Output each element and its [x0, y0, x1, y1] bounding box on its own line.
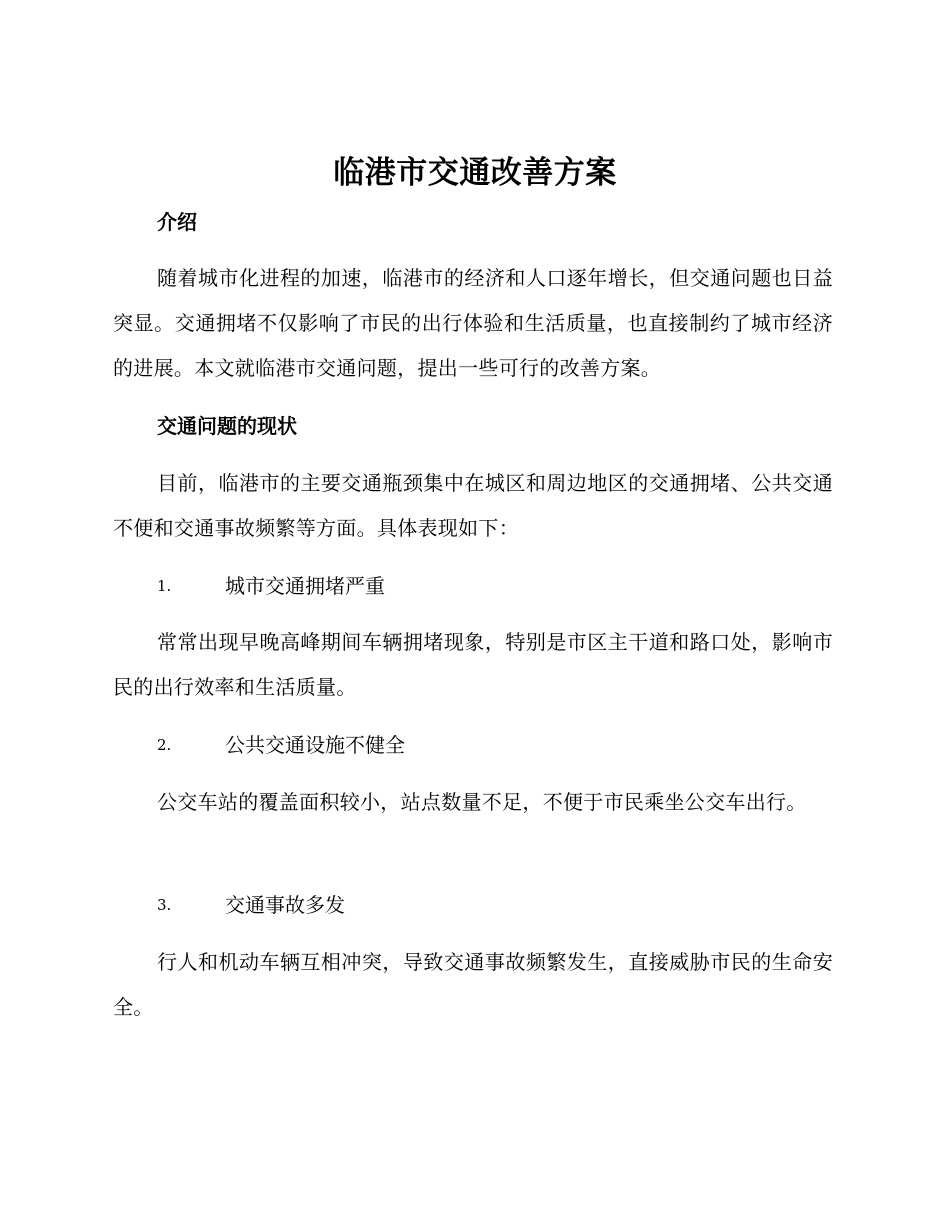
list-number: 3. [157, 896, 172, 914]
intro-paragraph: 随着城市化进程的加速，临港市的经济和人口逐年增长，但交通问题也日益突显。交通拥堵不仅影响了市民的出行体验和生活质量，也直接制约了城市经济的进展。本文就临港市交通问题，提出一些可行的改善方案。 [113, 266, 833, 380]
section-heading-current-status: 交通问题的现状 [157, 414, 297, 438]
section-heading-intro: 介绍 [157, 210, 197, 234]
list-item-3-description: 行人和机动车辆互相冲突，导致交通事故频繁发生，直接威胁市民的生命安全。 [113, 950, 833, 1019]
document-title: 临港市交通改善方案 [333, 155, 617, 191]
list-item-2-description: 公交车站的覆盖面积较小，站点数量不足，不便于市民乘坐公交车出行。 [157, 790, 807, 814]
list-item-title: 公共交通设施不健全 [225, 733, 405, 757]
list-item-title: 交通事故多发 [225, 893, 345, 917]
list-number: 1. [157, 577, 172, 595]
list-number: 2. [157, 736, 172, 754]
current-status-paragraph: 目前，临港市的主要交通瓶颈集中在城区和周边地区的交通拥堵、公共交通不便和交通事故频繁等方面。具体表现如下： [113, 471, 833, 540]
list-item-title: 城市交通拥堵严重 [225, 574, 385, 598]
list-item-1-description: 常常出现早晚高峰期间车辆拥堵现象，特别是市区主干道和路口处，影响市民的出行效率和生活质量。 [113, 630, 833, 699]
